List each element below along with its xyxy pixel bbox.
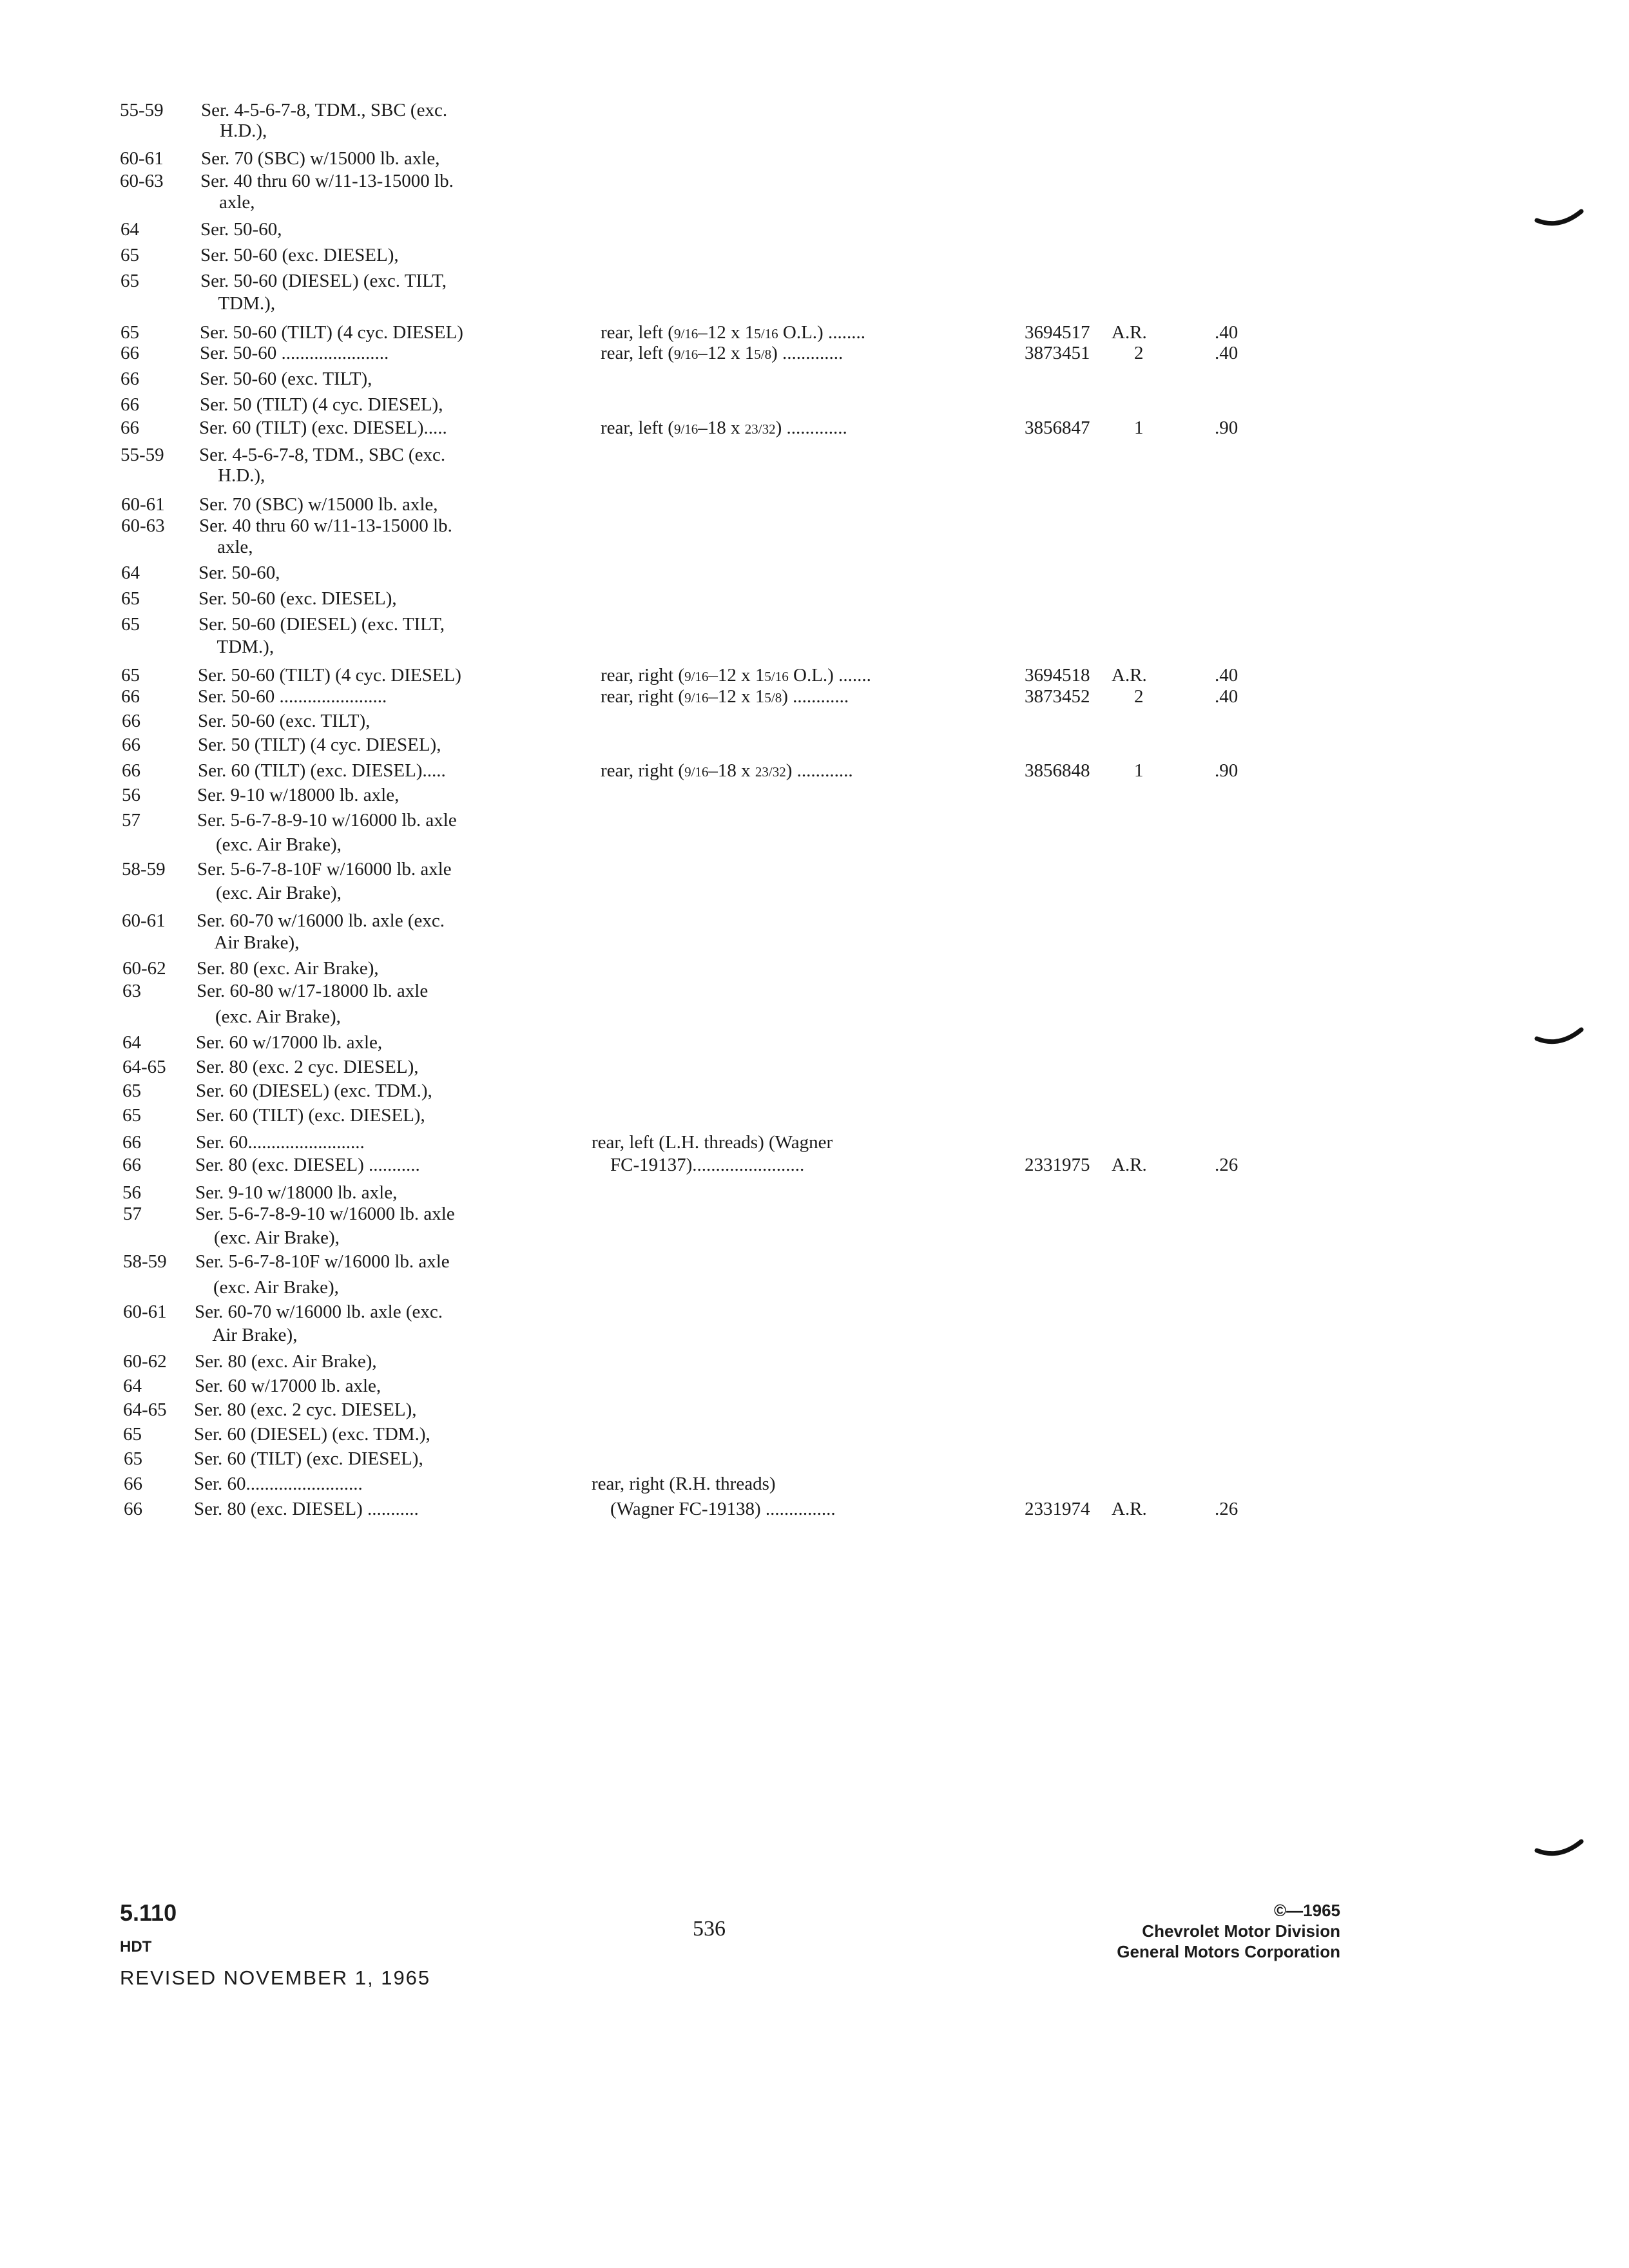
series-spec: Ser. 70 (SBC) w/15000 lb. axle, bbox=[199, 494, 438, 515]
series-spec: Ser. 5-6-7-8-10F w/16000 lb. axle bbox=[197, 859, 452, 879]
model-years: 64 bbox=[123, 1376, 142, 1396]
description-text: rear, left ( bbox=[601, 343, 674, 363]
model-years: 56 bbox=[122, 1182, 141, 1203]
table-row bbox=[0, 1057, 1629, 1084]
table-row bbox=[0, 1351, 1629, 1378]
table-row bbox=[0, 1105, 1629, 1132]
table-row bbox=[0, 711, 1629, 738]
table-row bbox=[0, 686, 1629, 713]
quantity: 1 bbox=[1134, 760, 1144, 781]
table-row bbox=[0, 465, 1629, 492]
part-number: 3873451 bbox=[1025, 343, 1090, 363]
part-description: rear, right (R.H. threads) bbox=[592, 1474, 776, 1494]
series-spec: Ser. 60......................... bbox=[194, 1474, 363, 1494]
series-spec: Ser. 40 thru 60 w/11-13-15000 lb. bbox=[200, 171, 454, 191]
table-row bbox=[0, 834, 1629, 861]
section-code: HDT bbox=[120, 1938, 152, 1956]
table-row bbox=[0, 1424, 1629, 1451]
scan-edge-mark bbox=[1534, 206, 1585, 232]
quantity: A.R. bbox=[1112, 1499, 1147, 1519]
fraction-value: 9/16 bbox=[673, 347, 699, 362]
series-spec: Ser. 50-60 ....................... bbox=[200, 343, 389, 363]
table-row bbox=[0, 293, 1629, 320]
series-spec: Ser. 80 (exc. DIESEL) ........... bbox=[194, 1499, 419, 1519]
model-years: 57 bbox=[123, 1204, 142, 1224]
model-years: 60-61 bbox=[123, 1302, 167, 1322]
series-spec: Ser. 5-6-7-8-10F w/16000 lb. axle bbox=[195, 1251, 450, 1272]
description-text: ) ............ bbox=[786, 760, 853, 781]
series-spec: Ser. 9-10 w/18000 lb. axle, bbox=[195, 1182, 398, 1203]
series-spec: Air Brake), bbox=[195, 1325, 298, 1345]
page-number: 536 bbox=[693, 1917, 726, 1941]
fraction-value: 23/32 bbox=[744, 421, 776, 437]
series-spec: (exc. Air Brake), bbox=[195, 1277, 339, 1298]
table-row bbox=[0, 588, 1629, 615]
scan-edge-mark bbox=[1534, 1024, 1585, 1050]
model-years: 65 bbox=[120, 322, 139, 343]
fraction-value: 5/8 bbox=[754, 347, 772, 362]
series-spec: Ser. 60 (TILT) (exc. DIESEL)..... bbox=[199, 418, 447, 438]
series-spec: Ser. 80 (exc. DIESEL) ........... bbox=[195, 1155, 420, 1175]
series-spec: Ser. 80 (exc. Air Brake), bbox=[197, 958, 379, 979]
series-spec: Ser. 4-5-6-7-8, TDM., SBC (exc. bbox=[199, 445, 446, 465]
quantity: 2 bbox=[1134, 343, 1144, 363]
table-row bbox=[0, 1155, 1629, 1182]
model-years: 65 bbox=[121, 588, 140, 609]
table-row bbox=[0, 369, 1629, 396]
model-years: 63 bbox=[122, 981, 141, 1001]
model-years: 66 bbox=[122, 735, 140, 755]
description-text: rear, left ( bbox=[601, 418, 674, 438]
table-row bbox=[0, 245, 1629, 272]
model-years: 65 bbox=[124, 1448, 142, 1469]
model-years: 66 bbox=[122, 1132, 141, 1153]
table-row bbox=[0, 1399, 1629, 1427]
part-description bbox=[601, 343, 843, 364]
table-row bbox=[0, 883, 1629, 910]
series-spec: Ser. 60-70 w/16000 lb. axle (exc. bbox=[197, 910, 445, 931]
series-spec: TDM.), bbox=[200, 293, 276, 314]
table-row bbox=[0, 637, 1629, 664]
series-spec: Ser. 60-70 w/16000 lb. axle (exc. bbox=[195, 1302, 443, 1322]
series-spec: Ser. 80 (exc. 2 cyc. DIESEL), bbox=[196, 1057, 419, 1077]
description-text: O.L.) ....... bbox=[788, 665, 871, 686]
series-spec: (exc. Air Brake), bbox=[195, 1227, 340, 1248]
part-number: 3873452 bbox=[1025, 686, 1090, 707]
series-spec: Ser. 4-5-6-7-8, TDM., SBC (exc. bbox=[201, 100, 448, 120]
table-row bbox=[0, 859, 1629, 886]
table-row bbox=[0, 1499, 1629, 1526]
model-years: 60-61 bbox=[121, 494, 165, 515]
table-row bbox=[0, 1227, 1629, 1254]
description-text: –12 x 1 bbox=[698, 322, 755, 343]
model-years: 58-59 bbox=[123, 1251, 167, 1272]
fraction-value: 5/16 bbox=[764, 669, 789, 684]
table-row bbox=[0, 1032, 1629, 1059]
part-number: 2331975 bbox=[1025, 1155, 1090, 1175]
description-text: –18 x bbox=[698, 418, 745, 438]
series-spec: Ser. 50-60, bbox=[200, 219, 282, 240]
series-spec: Ser. 60 w/17000 lb. axle, bbox=[196, 1032, 383, 1053]
model-years: 66 bbox=[121, 686, 140, 707]
fraction-value: 9/16 bbox=[684, 690, 709, 706]
series-spec: H.D.), bbox=[201, 120, 267, 141]
price: .40 bbox=[1215, 343, 1239, 363]
description-text: rear, right ( bbox=[601, 760, 685, 781]
model-years: 60-62 bbox=[123, 1351, 167, 1372]
division-name: Chevrolet Motor Division bbox=[1142, 1921, 1340, 1941]
model-years: 66 bbox=[122, 760, 140, 781]
model-years: 64-65 bbox=[123, 1399, 167, 1420]
table-row bbox=[0, 785, 1629, 812]
table-row bbox=[0, 1376, 1629, 1403]
series-spec: Ser. 80 (exc. 2 cyc. DIESEL), bbox=[194, 1399, 417, 1420]
model-years: 60-63 bbox=[120, 171, 164, 191]
series-spec: Ser. 60 (TILT) (exc. DIESEL), bbox=[196, 1105, 425, 1126]
section-number: 5.110 bbox=[120, 1899, 177, 1926]
part-description bbox=[601, 322, 865, 343]
description-text: ) ............ bbox=[782, 686, 849, 707]
description-text: –18 x bbox=[708, 760, 755, 781]
model-years: 65 bbox=[123, 1424, 142, 1445]
table-row bbox=[0, 192, 1629, 219]
model-years: 58-59 bbox=[122, 859, 166, 879]
series-spec: Ser. 60......................... bbox=[196, 1132, 365, 1153]
series-spec: Ser. 60 w/17000 lb. axle, bbox=[195, 1376, 381, 1396]
model-years: 66 bbox=[124, 1474, 142, 1494]
series-spec: Ser. 5-6-7-8-9-10 w/16000 lb. axle bbox=[195, 1204, 455, 1224]
table-row bbox=[0, 810, 1629, 837]
series-spec: Ser. 60 (TILT) (exc. DIESEL)..... bbox=[198, 760, 446, 781]
quantity: 1 bbox=[1134, 418, 1144, 438]
model-years: 65 bbox=[122, 1105, 141, 1126]
table-row bbox=[0, 932, 1629, 959]
fraction-value: 5/16 bbox=[754, 326, 778, 341]
model-years: 65 bbox=[122, 1081, 141, 1101]
model-years: 65 bbox=[120, 271, 139, 291]
part-description bbox=[601, 686, 849, 707]
model-years: 57 bbox=[122, 810, 140, 831]
quantity: A.R. bbox=[1112, 665, 1147, 686]
model-years: 65 bbox=[121, 614, 140, 635]
model-years: 55-59 bbox=[120, 445, 164, 465]
series-spec: Ser. 50 (TILT) (4 cyc. DIESEL), bbox=[198, 735, 441, 755]
fraction-value: 9/16 bbox=[684, 669, 709, 684]
series-spec: Ser. 50-60 ....................... bbox=[198, 686, 387, 707]
series-spec: TDM.), bbox=[198, 637, 275, 657]
copyright: ©—1965 bbox=[1274, 1901, 1340, 1920]
model-years: 60-63 bbox=[121, 515, 165, 536]
series-spec: (exc. Air Brake), bbox=[197, 834, 342, 855]
series-spec: (exc. Air Brake), bbox=[197, 1006, 341, 1027]
series-spec: Ser. 50-60 (DIESEL) (exc. TILT, bbox=[200, 271, 447, 291]
description-text: –12 x 1 bbox=[708, 686, 765, 707]
price: .26 bbox=[1215, 1499, 1239, 1519]
table-row bbox=[0, 537, 1629, 564]
model-years: 60-61 bbox=[122, 910, 166, 931]
description-text: rear, right ( bbox=[601, 686, 685, 707]
series-spec: Ser. 50-60 (TILT) (4 cyc. DIESEL) bbox=[198, 665, 461, 686]
model-years: 64 bbox=[122, 1032, 141, 1053]
description-text: –12 x 1 bbox=[698, 343, 755, 363]
fraction-value: 9/16 bbox=[673, 421, 699, 437]
table-row bbox=[0, 981, 1629, 1008]
part-number: 3856848 bbox=[1025, 760, 1090, 781]
part-description bbox=[601, 418, 847, 439]
fraction-value: 9/16 bbox=[673, 326, 699, 341]
part-description bbox=[601, 665, 871, 686]
series-spec: Ser. 50 (TILT) (4 cyc. DIESEL), bbox=[200, 394, 443, 415]
quantity: A.R. bbox=[1112, 322, 1147, 343]
table-row bbox=[0, 418, 1629, 445]
series-spec: Ser. 70 (SBC) w/15000 lb. axle, bbox=[201, 148, 440, 169]
model-years: 66 bbox=[120, 394, 139, 415]
table-row bbox=[0, 120, 1629, 148]
model-years: 66 bbox=[120, 418, 139, 438]
model-years: 60-62 bbox=[122, 958, 166, 979]
price: .90 bbox=[1215, 760, 1239, 781]
model-years: 66 bbox=[122, 711, 140, 731]
series-spec: Ser. 50-60 (exc. DIESEL), bbox=[198, 588, 397, 609]
table-row bbox=[0, 1006, 1629, 1033]
part-number: 3856847 bbox=[1025, 418, 1090, 438]
table-row bbox=[0, 1081, 1629, 1108]
series-spec: Ser. 50-60 (TILT) (4 cyc. DIESEL) bbox=[200, 322, 463, 343]
description-text: rear, left ( bbox=[601, 322, 674, 343]
series-spec: Ser. 60-80 w/17-18000 lb. axle bbox=[197, 981, 429, 1001]
series-spec: H.D.), bbox=[199, 465, 265, 486]
table-row bbox=[0, 1448, 1629, 1475]
series-spec: Ser. 60 (DIESEL) (exc. TDM.), bbox=[196, 1081, 432, 1101]
part-number: 3694517 bbox=[1025, 322, 1090, 343]
part-description: rear, left (L.H. threads) (Wagner bbox=[592, 1132, 833, 1153]
model-years: 55-59 bbox=[120, 100, 164, 120]
model-years: 66 bbox=[124, 1499, 142, 1519]
series-spec: axle, bbox=[200, 192, 255, 213]
quantity: A.R. bbox=[1112, 1155, 1147, 1175]
series-spec: Ser. 9-10 w/18000 lb. axle, bbox=[197, 785, 400, 805]
part-number: 2331974 bbox=[1025, 1499, 1090, 1519]
fraction-value: 9/16 bbox=[684, 764, 709, 780]
price: .26 bbox=[1215, 1155, 1239, 1175]
series-spec: Ser. 50-60 (exc. DIESEL), bbox=[200, 245, 399, 265]
model-years: 64 bbox=[121, 562, 140, 583]
description-text: –12 x 1 bbox=[708, 665, 765, 686]
fraction-value: 23/32 bbox=[755, 764, 786, 780]
model-years: 65 bbox=[120, 245, 139, 265]
table-row bbox=[0, 1277, 1629, 1304]
series-spec: Ser. 40 thru 60 w/11-13-15000 lb. bbox=[199, 515, 452, 536]
fraction-value: 5/8 bbox=[764, 690, 782, 706]
model-years: 65 bbox=[121, 665, 140, 686]
model-years: 66 bbox=[120, 369, 139, 389]
description-text: rear, right ( bbox=[601, 665, 685, 686]
model-years: 60-61 bbox=[120, 148, 164, 169]
corporation-name: General Motors Corporation bbox=[1117, 1942, 1340, 1961]
model-years: 56 bbox=[122, 785, 140, 805]
table-row bbox=[0, 1251, 1629, 1278]
part-number: 3694518 bbox=[1025, 665, 1090, 686]
series-spec: Ser. 50-60 (exc. TILT), bbox=[200, 369, 372, 389]
description-text: O.L.) ........ bbox=[778, 322, 865, 343]
table-row bbox=[0, 219, 1629, 246]
series-spec: Ser. 60 (DIESEL) (exc. TDM.), bbox=[194, 1424, 430, 1445]
price: .40 bbox=[1215, 665, 1239, 686]
price: .40 bbox=[1215, 686, 1239, 707]
scan-edge-mark bbox=[1534, 1836, 1585, 1862]
series-spec: Air Brake), bbox=[197, 932, 300, 953]
description-text: ) ............. bbox=[771, 343, 843, 363]
series-spec: axle, bbox=[198, 537, 253, 557]
model-years: 64 bbox=[120, 219, 139, 240]
part-description: FC-19137)........................ bbox=[592, 1155, 805, 1175]
series-spec: (exc. Air Brake), bbox=[197, 883, 342, 903]
table-row bbox=[0, 562, 1629, 590]
model-years: 66 bbox=[120, 343, 139, 363]
part-description: (Wagner FC-19138) ............... bbox=[592, 1499, 836, 1519]
part-description bbox=[601, 760, 853, 782]
series-spec: Ser. 50-60 (DIESEL) (exc. TILT, bbox=[198, 614, 445, 635]
table-row bbox=[0, 343, 1629, 370]
table-row bbox=[0, 1325, 1629, 1352]
model-years: 64-65 bbox=[122, 1057, 166, 1077]
series-spec: Ser. 5-6-7-8-9-10 w/16000 lb. axle bbox=[197, 810, 457, 831]
price: .40 bbox=[1215, 322, 1239, 343]
table-row bbox=[0, 1474, 1629, 1501]
model-years: 66 bbox=[122, 1155, 141, 1175]
table-row bbox=[0, 1204, 1629, 1231]
table-row bbox=[0, 735, 1629, 762]
series-spec: Ser. 80 (exc. Air Brake), bbox=[195, 1351, 377, 1372]
table-row bbox=[0, 760, 1629, 787]
series-spec: Ser. 50-60, bbox=[198, 562, 280, 583]
series-spec: Ser. 60 (TILT) (exc. DIESEL), bbox=[194, 1448, 423, 1469]
revision-date: REVISED NOVEMBER 1, 1965 bbox=[120, 1966, 431, 1989]
quantity: 2 bbox=[1134, 686, 1144, 707]
series-spec: Ser. 50-60 (exc. TILT), bbox=[198, 711, 371, 731]
price: .90 bbox=[1215, 418, 1239, 438]
description-text: ) ............. bbox=[775, 418, 847, 438]
